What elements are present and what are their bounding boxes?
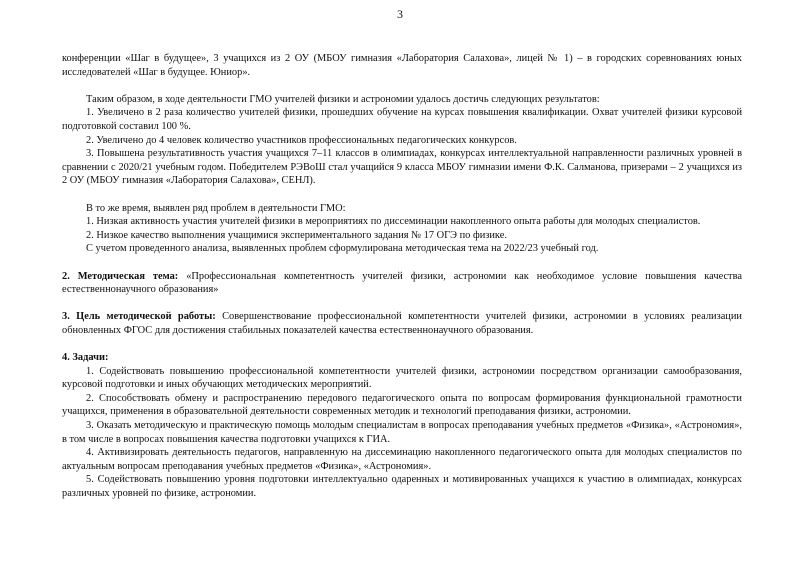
intro-paragraph: конференции «Шаг в будущее», 3 учащихся из 2 ОУ (МБОУ гимназия «Лаборатория Салахова», лицей № 1) – в городских соревнованиях юных исследователей «Шаг в будущее. Юниор».	[62, 53, 742, 78]
task-item: 4. Активизировать деятельность педагогов, направленную на диссеминацию накопленного педагогического опыта для молодых специалистов по актуальным вопросам преподавания учебных предметов «Физика», «Астрономия».	[62, 447, 742, 472]
results-section	[62, 93, 742, 188]
methodical-theme-heading: 2. Методическая тема:	[62, 270, 179, 282]
task-item: 1. Содействовать повышению профессиональной компетентности учителей физики, астрономии посредством организации самообразования, курсовой подготовки и иных обучающих методических мероприятий.	[62, 365, 742, 391]
tasks-section	[62, 351, 742, 501]
problems-section	[62, 202, 742, 256]
problems-item: 1. Низкая активность участия учителей физики в мероприятиях по диссеминации накопленного опыта работы для молодых специалистов.	[86, 216, 701, 228]
page-number: 3	[397, 7, 403, 21]
problems-item: 2. Низкое качество выполнения учащимися экспериментального задания № 17 ОГЭ по физике.	[86, 229, 507, 241]
results-item: 3. Повышена результативность участия учащихся 7–11 классов в олимпиадах, конкурсах интеллектуальной направленности различных уровней в сравнении с 2020/21 учебным годом. Победителем РЭВоШ стал учащийся 9 класса МБОУ гимназии имени Ф.К. Салманова, призерами – 2 учащихся из 2 ОУ (МБОУ гимназия «Лаборатория Салахова», СЕНЛ).	[62, 148, 742, 187]
results-lead: Таким образом, в ходе деятельности ГМО учителей физики и астрономии удалось достичь следующих результатов:	[86, 93, 600, 105]
results-item: 1. Увеличено в 2 раза количество учителей физики, прошедших обучение на курсах повышения квалификации. Охват учителей физики курсовой подготовкой составил 100 %.	[62, 107, 742, 132]
methodical-goal-text: Совершенствование профессиональной компетентности учителей физики, астрономии в условиях реализации обновленных ФГОС для достижения стабильных показателей качества естественнонаучного образования.	[62, 311, 742, 336]
task-item: 2. Способствовать обмену и распространению передового педагогического опыта по вопросам формирования функциональной грамотности учащихся, применения в образовательной деятельности современных методик и технологий преподавания физики, астрономии.	[62, 392, 742, 418]
methodical-goal-heading: 3. Цель методической работы:	[62, 311, 216, 323]
task-item: 3. Оказать методическую и практическую помощь молодым специалистам в вопросах преподавания учебных предметов «Физика», «Астрономия», в том числе в вопросах повышения качества подготовки учащихся к ГИА.	[62, 420, 742, 445]
results-item: 2. Увеличено до 4 человек количество участников профессиональных педагогических конкурсов.	[86, 134, 517, 146]
methodical-goal	[62, 310, 742, 337]
methodical-theme-text: «Профессиональная компетентность учителей физики, астрономии как необходимое условие повышения качества естественнонаучного образования»	[62, 270, 742, 296]
tasks-heading-text: 4. Задачи:	[62, 352, 109, 364]
problems-conclusion: С учетом проведенного анализа, выявленных проблем сформулирована методическая тема на 2022/23 учебный год.	[86, 243, 599, 255]
tasks-heading	[62, 351, 742, 365]
document-body	[62, 52, 742, 501]
methodical-theme	[62, 270, 742, 297]
problems-lead: В то же время, выявлен ряд проблем в деятельности ГМО:	[86, 202, 346, 214]
task-item: 5. Содействовать повышению уровня подготовки интеллектуально одаренных и мотивированных учащихся к участию в олимпиадах, конкурсах различных уровней по физике, астрономии.	[62, 474, 742, 499]
